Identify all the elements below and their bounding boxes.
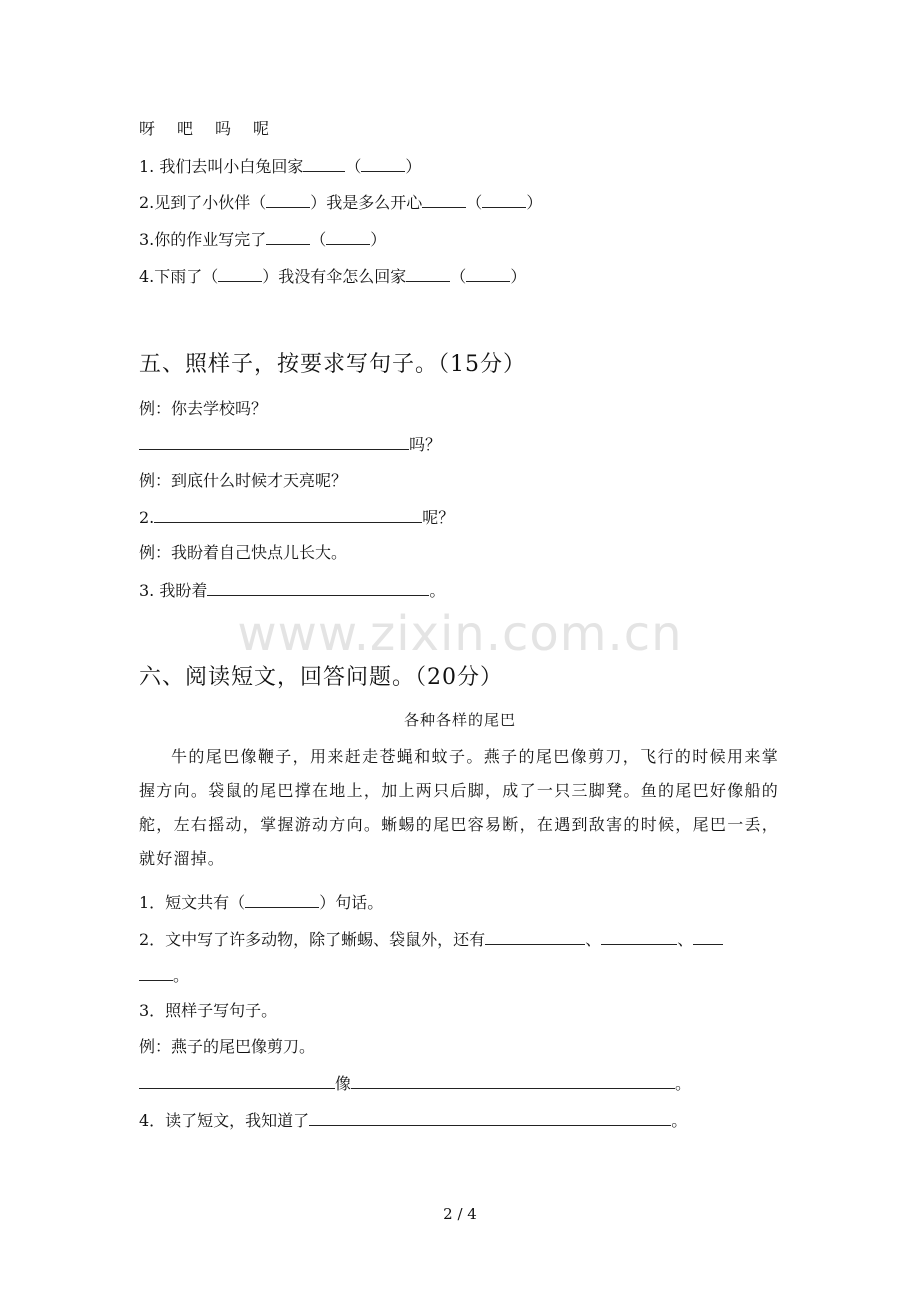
answer-blank[interactable]: [406, 265, 450, 282]
paren-open: （: [345, 157, 362, 176]
section-6-heading: 六、阅读短文，回答问题。（20分）: [139, 665, 503, 690]
answer-blank[interactable]: [422, 191, 466, 208]
answer-5-3: [139, 579, 445, 602]
answer-middle: 像: [335, 1074, 352, 1093]
particle-options: 呀 吧 吗 呢: [139, 119, 273, 138]
answer-blank[interactable]: [139, 1072, 335, 1089]
answer-blank[interactable]: [266, 191, 310, 208]
paren-close: ）: [510, 267, 527, 286]
paren-open: （: [310, 230, 327, 249]
separator: 、: [585, 930, 602, 949]
watermark: www.zixin.com.cn: [237, 606, 683, 662]
answer-suffix: 呢？: [422, 508, 455, 527]
question-6-1: [139, 891, 383, 914]
answer-blank[interactable]: [139, 433, 409, 450]
answer-blank[interactable]: [693, 928, 723, 945]
answer-5-1: [139, 433, 441, 456]
question-end: 。: [173, 966, 190, 985]
answer-blank[interactable]: [482, 191, 526, 208]
question-text: ）我没有伞怎么回家: [262, 267, 407, 286]
answer-blank[interactable]: [303, 155, 345, 172]
answer-blank[interactable]: [218, 265, 262, 282]
answer-5-2: [139, 506, 454, 529]
question-text: 1．短文共有（: [139, 893, 246, 912]
example-5-3: 例：我盼着自己快点儿长大。: [139, 543, 348, 562]
answer-blank[interactable]: [245, 891, 319, 908]
paren-open: （: [466, 193, 483, 212]
question-text: 4．读了短文，我知道了: [139, 1111, 310, 1130]
question-end: 。: [671, 1111, 688, 1130]
answer-suffix: 。: [429, 581, 446, 600]
question-text: ）句话。: [319, 893, 384, 912]
answer-prefix: 2.: [139, 508, 155, 527]
page-number: 2 / 4: [443, 1205, 477, 1223]
answer-blank[interactable]: [266, 228, 310, 245]
answer-suffix: 吗？: [409, 435, 442, 454]
paren-open: （: [450, 267, 467, 286]
answer-prefix: 3. 我盼着: [139, 581, 208, 600]
example-5-2: 例：到底什么时候才天亮呢？: [139, 471, 348, 490]
question-text: 1. 我们去叫小白兔回家: [139, 157, 304, 176]
answer-blank[interactable]: [139, 964, 173, 981]
answer-end: 。: [675, 1074, 692, 1093]
answer-blank[interactable]: [351, 1072, 675, 1089]
separator: 、: [677, 930, 694, 949]
question-6-3-example: 例：燕子的尾巴像剪刀。: [139, 1037, 316, 1056]
paren-close: ）: [370, 230, 387, 249]
passage-body: 牛的尾巴像鞭子，用来赶走苍蝇和蚊子。燕子的尾巴像剪刀，飞行的时候用来掌握方向。袋鼠的尾巴撑在地上，加上两只后脚，成了一只三脚凳。鱼的尾巴好像船的舵，左右摇动，掌握游动方向。蜥蜴的尾巴容易断，在遇到敌害的时候，尾巴一丢，就好溜掉。: [139, 747, 779, 868]
answer-blank[interactable]: [485, 928, 585, 945]
section-5-heading: 五、照样子，按要求写句子。（15分）: [139, 352, 526, 377]
question-4-2: [139, 191, 542, 214]
question-text: 4.下雨了（: [139, 267, 219, 286]
answer-6-3: [139, 1072, 691, 1095]
question-text: 2.见到了小伙伴（: [139, 193, 267, 212]
question-4-1: [139, 155, 421, 178]
question-4-3: [139, 228, 386, 251]
answer-blank[interactable]: [154, 506, 422, 523]
question-text: 2．文中写了许多动物，除了蜥蜴、袋鼠外，还有: [139, 930, 486, 949]
question-text: 3.你的作业写完了: [139, 230, 267, 249]
question-4-4: [139, 265, 526, 288]
question-6-2-continued: [139, 964, 189, 987]
answer-blank[interactable]: [326, 228, 370, 245]
question-6-2: [139, 928, 723, 951]
answer-blank[interactable]: [361, 155, 405, 172]
paren-close: ）: [526, 193, 543, 212]
question-6-3: 3．照样子写句子。: [139, 1001, 278, 1020]
answer-blank[interactable]: [207, 579, 429, 596]
question-text: ）我是多么开心: [310, 193, 423, 212]
example-5-1: 例：你去学校吗？: [139, 399, 268, 418]
question-6-4: [139, 1109, 687, 1132]
answer-blank[interactable]: [309, 1109, 671, 1126]
answer-blank[interactable]: [466, 265, 510, 282]
answer-blank[interactable]: [601, 928, 677, 945]
paren-close: ）: [405, 157, 422, 176]
passage-title: 各种各样的尾巴: [403, 711, 516, 729]
